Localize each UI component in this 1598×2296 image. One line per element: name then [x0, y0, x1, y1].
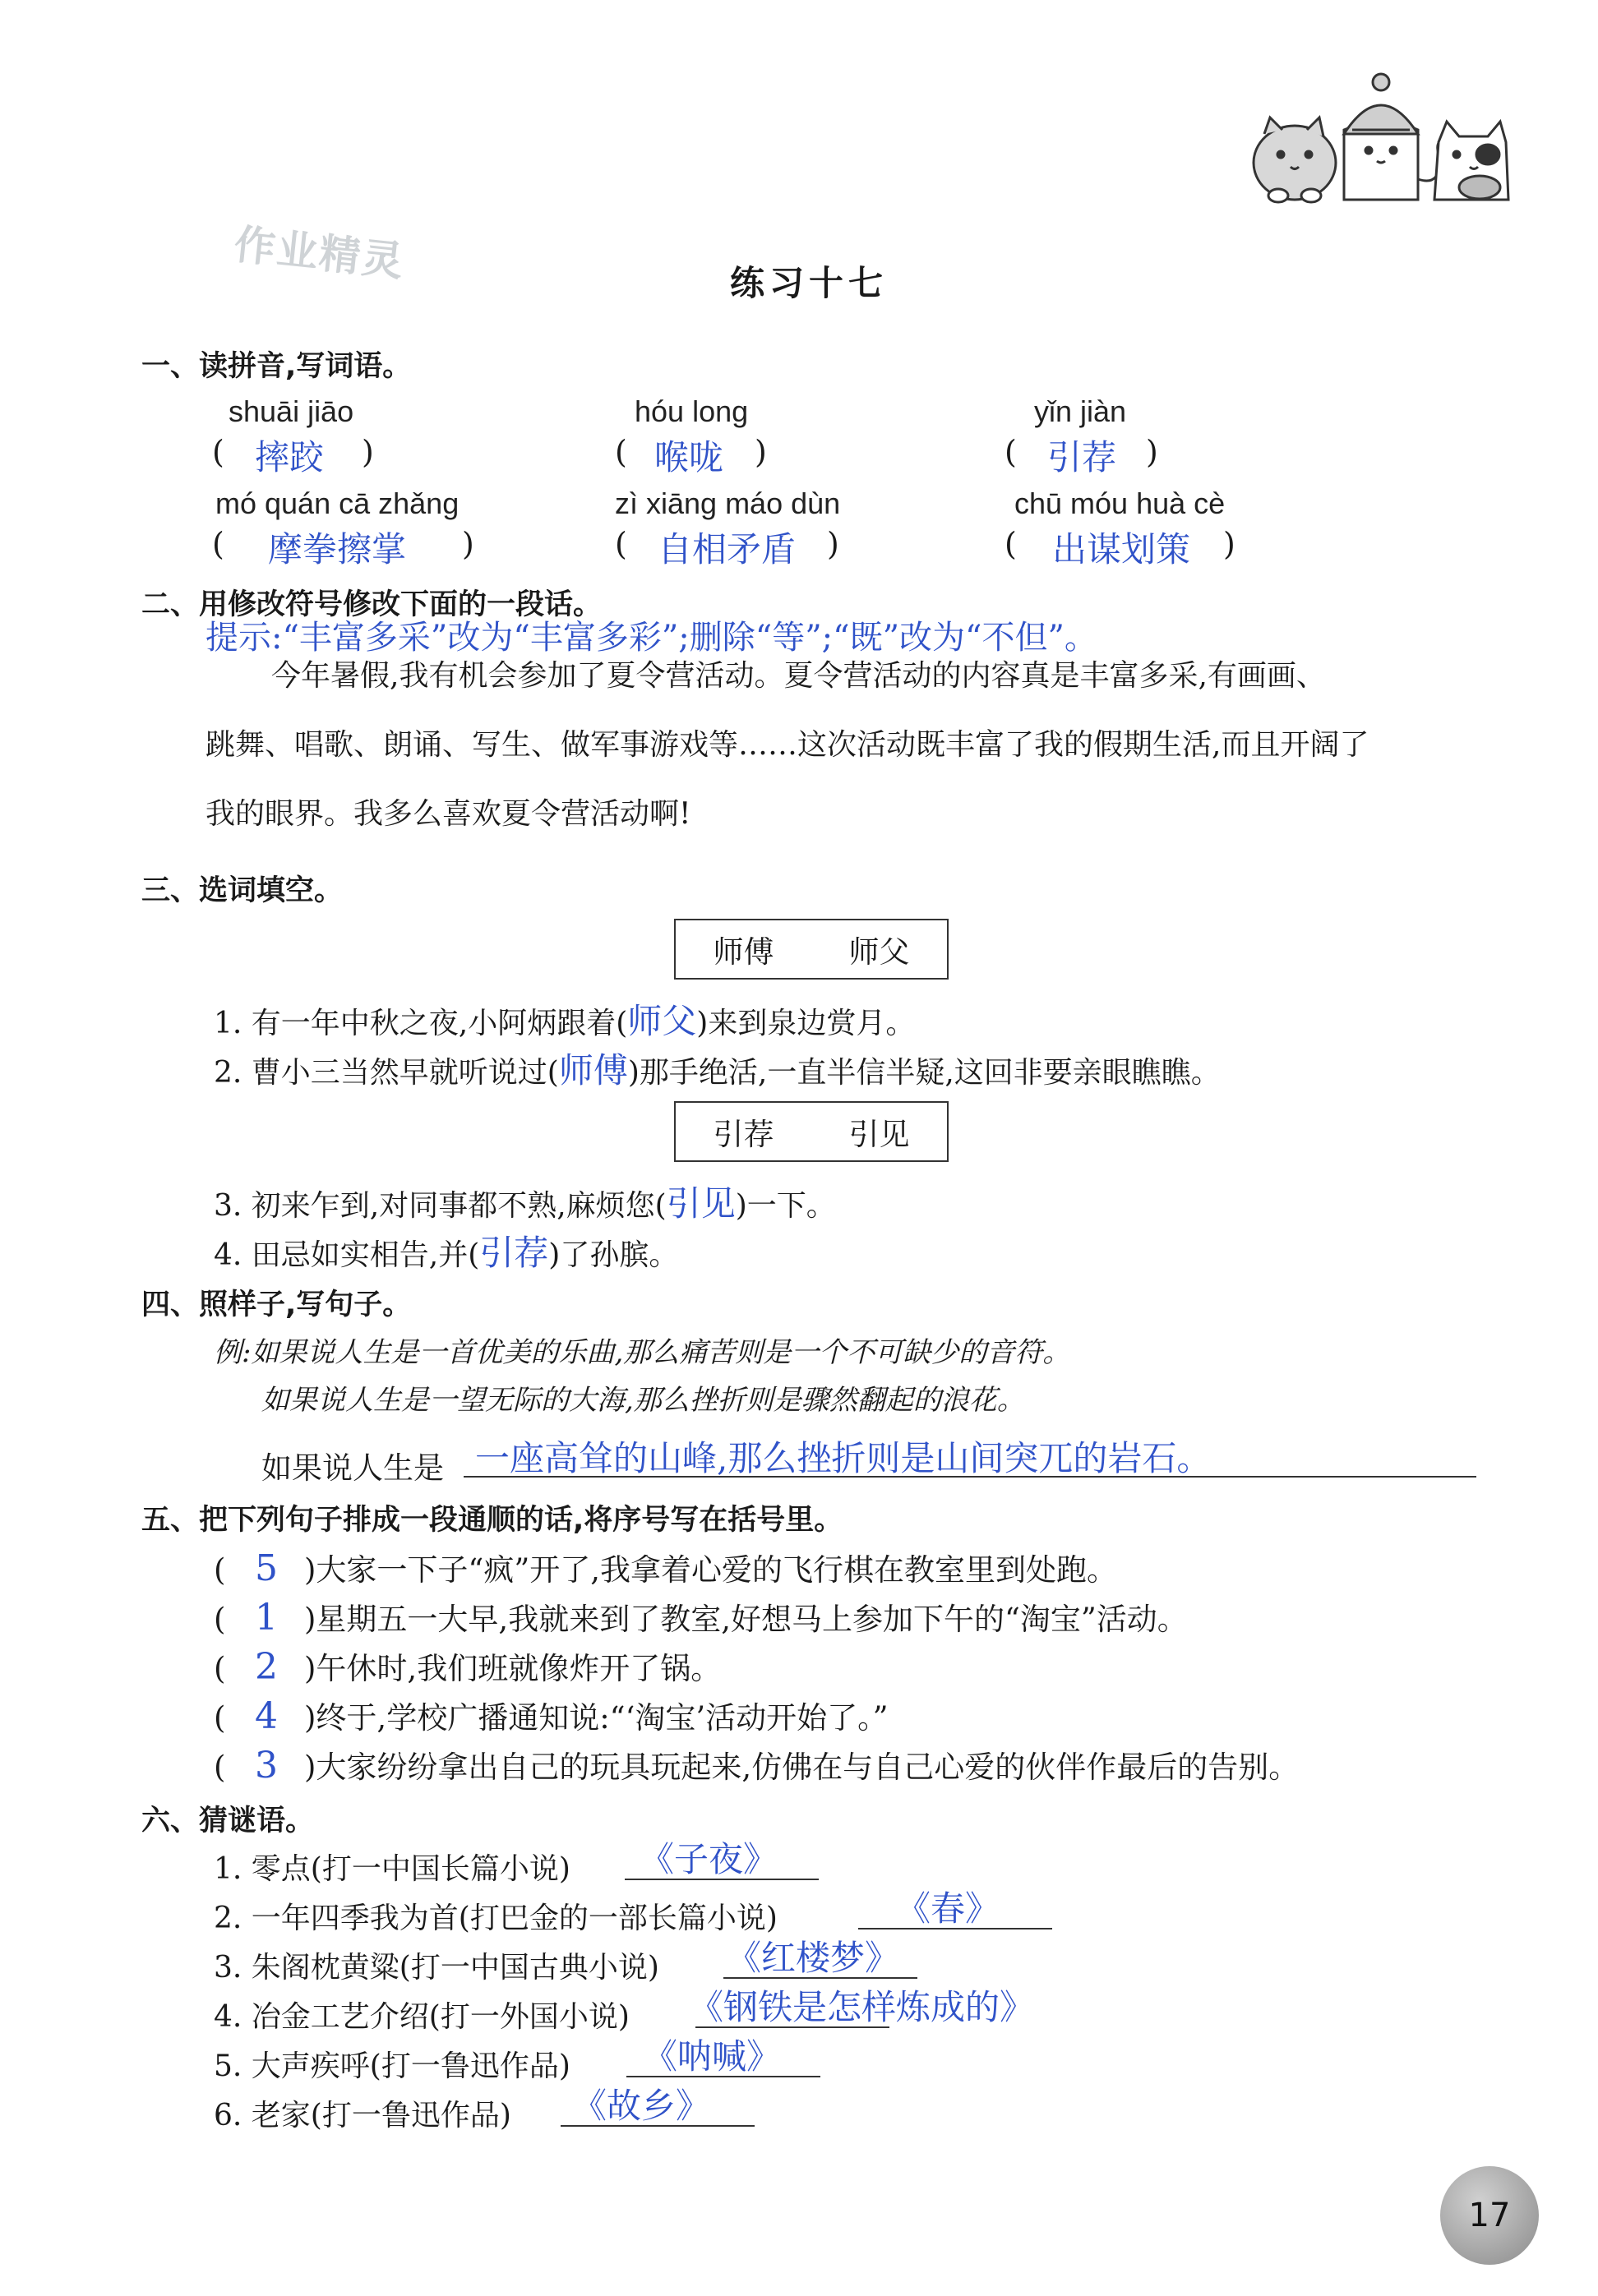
answer-2: 喉咙 [654, 437, 724, 477]
paren-open: ( [1005, 526, 1017, 562]
paren-open: ( [214, 1602, 226, 1637]
paren-close: ) [1146, 434, 1158, 470]
item-text: )来到泉边赏月。 [696, 1007, 916, 1040]
section4-heading: 四、照样子,写句子。 [141, 1289, 412, 1321]
answer-3: 引荐 [1047, 437, 1117, 477]
watermark: 作业精灵 [232, 220, 408, 286]
fill-answer: 师傅 [558, 1050, 628, 1090]
pinyin-4: mó quán cā zhǎng [215, 486, 460, 520]
word-option: 师傅 [713, 934, 774, 970]
word-choice-box-1 [674, 919, 949, 980]
fill-item-4 [214, 1226, 678, 1275]
fill-answer: 引荐 [479, 1233, 549, 1273]
pinyin-2: hóu long [635, 394, 749, 428]
riddle-6: 6. 老家(打一鲁迅作品) [214, 2099, 511, 2132]
paragraph-line-2: 跳舞、唱歌、朗诵、写生、做军事游戏等……这次活动既丰富了我的假期生活,而且开阔了 [206, 728, 1369, 762]
order-number: 4 [255, 1695, 278, 1737]
riddle-answer-4: 《钢铁是怎样炼成的》 [689, 1987, 1035, 2027]
fill-item-3 [214, 1177, 836, 1226]
riddle-answer-6: 《故乡》 [572, 2086, 711, 2126]
section6-heading: 六、猜谜语。 [141, 1805, 315, 1837]
riddle-answer-3: 《红楼梦》 [727, 1938, 900, 1978]
word-option: 引见 [848, 1117, 910, 1152]
riddle-1: 1. 零点(打一中国长篇小说) [214, 1852, 570, 1886]
order-number: 5 [255, 1547, 278, 1589]
paragraph-line-1: 今年暑假,我有机会参加了夏令营活动。夏令营活动的内容真是丰富多采,有画画、 [271, 659, 1326, 693]
cats-illustration [1241, 64, 1537, 212]
revision-hint: 提示:“丰富多采”改为“丰富多彩”;删除“等”;“既”改为“不但”。 [206, 619, 1097, 657]
riddle-4: 4. 冶金工艺介绍(打一外国小说) [214, 2000, 630, 2034]
paragraph-line-3: 我的眼界。我多么喜欢夏令营活动啊! [206, 797, 691, 831]
order-text: )星期五一大早,我就来到了教室,好想马上参加下午的“淘宝”活动。 [304, 1602, 1188, 1637]
fill-item-1 [214, 994, 915, 1044]
sentence-prompt: 如果说人生是 [261, 1450, 444, 1486]
paren-open: ( [615, 526, 627, 562]
word-choice-box-2 [674, 1101, 949, 1162]
section5-heading: 五、把下列句子排成一段通顺的话,将序号写在括号里。 [141, 1504, 843, 1537]
answer-6: 出谋划策 [1052, 529, 1191, 569]
answer-1: 摔跤 [255, 437, 325, 477]
page-number: 17 [1468, 2197, 1511, 2234]
order-text: )终于,学校广播通知说:“‘淘宝’活动开始了。” [304, 1700, 889, 1736]
paren-open: ( [1005, 434, 1017, 470]
order-item-2 [214, 1594, 1188, 1639]
order-item-5 [214, 1742, 1299, 1787]
answer-4: 摩拳擦掌 [268, 529, 407, 569]
riddle-answer-5: 《呐喊》 [643, 2036, 782, 2077]
fill-item-2 [214, 1044, 1221, 1093]
sentence-answer: 一座高耸的山峰,那么挫折则是山间突兀的岩石。 [475, 1438, 1212, 1478]
order-number: 2 [255, 1646, 278, 1688]
pinyin-5: zì xiāng máo dùn [615, 486, 841, 520]
order-text: )大家纷纷拿出自己的玩具玩起来,仿佛在与自己心爱的伙伴作最后的告别。 [304, 1750, 1300, 1785]
order-number: 1 [255, 1597, 278, 1639]
item-text: 2. 曹小三当然早就听说过( [214, 1056, 559, 1090]
section1-heading: 一、读拼音,写词语。 [141, 350, 412, 383]
paren-close: ) [362, 434, 374, 470]
item-text: 3. 初来乍到,对同事都不熟,麻烦您( [214, 1189, 667, 1223]
paren-open: ( [214, 1552, 226, 1588]
pinyin-1: shuāi jiāo [229, 394, 354, 428]
order-item-4 [214, 1693, 889, 1737]
paren-open: ( [214, 1651, 226, 1686]
word-option: 引荐 [713, 1117, 774, 1152]
section2-heading: 二、用修改符号修改下面的一段话。 [141, 588, 603, 621]
paren-open: ( [212, 526, 224, 562]
paren-close: ) [827, 526, 839, 562]
order-item-3 [214, 1644, 721, 1688]
pinyin-6: chū móu huà cè [1014, 486, 1226, 520]
example-sentence-1 [214, 1330, 1070, 1370]
paren-open: ( [615, 434, 627, 470]
paren-open: ( [214, 1700, 226, 1736]
fill-answer: 引见 [666, 1183, 736, 1224]
order-number: 3 [255, 1745, 278, 1787]
riddle-3: 3. 朱阁枕黄粱(打一中国古典小说) [214, 1951, 659, 1985]
paren-open: ( [214, 1750, 226, 1785]
item-text: )那手绝活,一直半信半疑,这回非要亲眼瞧瞧。 [627, 1056, 1221, 1090]
pinyin-3: yǐn jiàn [1034, 394, 1127, 428]
item-text: 4. 田忌如实相告,并( [214, 1238, 480, 1272]
fill-answer: 师父 [627, 1001, 697, 1041]
order-text: )午休时,我们班就像炸开了锅。 [304, 1651, 722, 1686]
page-number-badge [1440, 2166, 1539, 2265]
order-item-1 [214, 1545, 1117, 1589]
riddle-answer-1: 《子夜》 [640, 1839, 778, 1879]
section3-heading: 三、选词填空。 [141, 874, 344, 907]
page-title: 练习十七 [730, 263, 889, 303]
example-text: 如果说人生是一首优美的乐曲,那么痛苦则是一个不可缺少的音符。 [251, 1336, 1071, 1369]
paren-close: ) [755, 434, 767, 470]
order-text: )大家一下子“疯”开了,我拿着心爱的飞行棋在教室里到处跑。 [304, 1552, 1118, 1588]
word-option: 师父 [848, 934, 910, 970]
riddle-5: 5. 大声疾呼(打一鲁迅作品) [214, 2049, 570, 2083]
answer-5: 自相矛盾 [658, 529, 797, 569]
example-sentence-2: 如果说人生是一望无际的大海,那么挫折则是骤然翻起的浪花。 [261, 1384, 1025, 1417]
paren-close: ) [462, 526, 474, 562]
paren-close: ) [1223, 526, 1235, 562]
item-text: 1. 有一年中秋之夜,小阿炳跟着( [214, 1007, 628, 1040]
item-text: )一下。 [735, 1189, 836, 1223]
example-label: 例: [214, 1336, 252, 1369]
item-text: )了孙膑。 [548, 1238, 679, 1272]
riddle-2: 2. 一年四季我为首(打巴金的一部长篇小说) [214, 1902, 778, 1935]
paren-open: ( [212, 434, 224, 470]
riddle-answer-2: 《春》 [896, 1888, 1000, 1929]
